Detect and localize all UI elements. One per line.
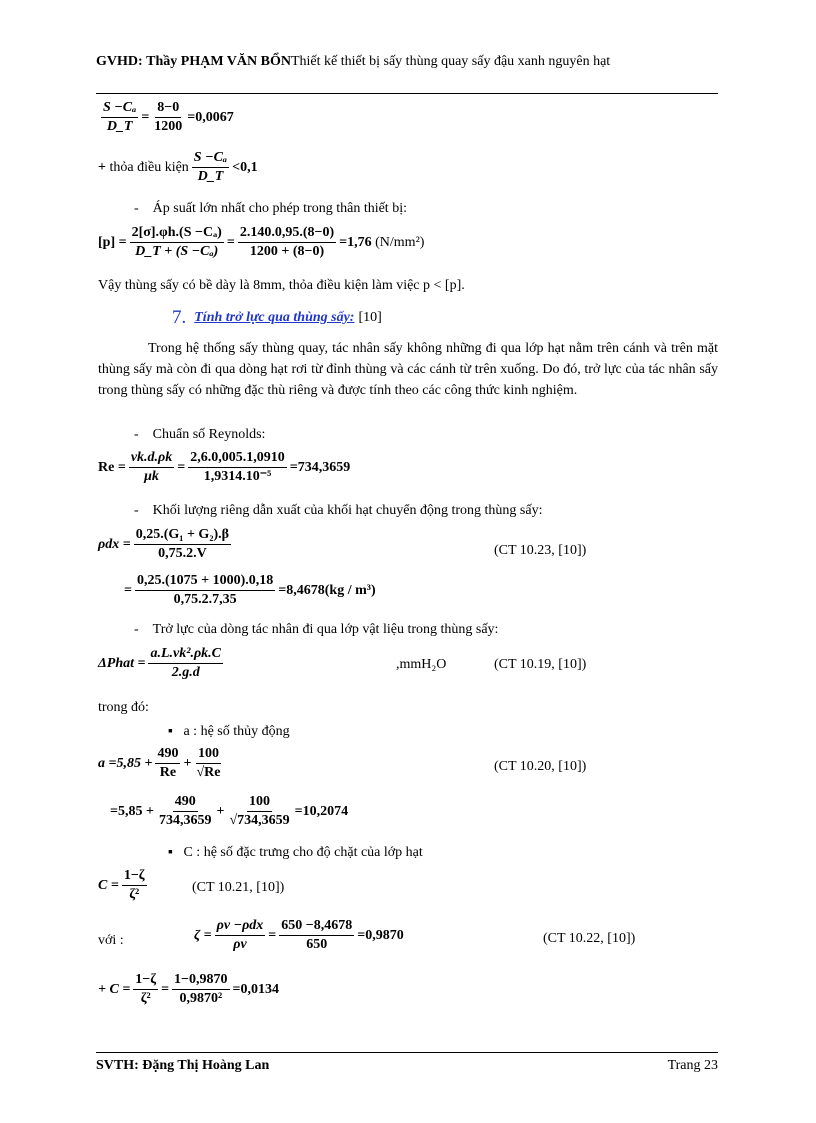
page-number: Trang 23 <box>667 1058 718 1073</box>
equation-a: a =5,85 + $\frac{490}{Re}$ + $\frac{100}{√Re}$ <box>98 746 221 780</box>
gvhd-label: GVHD: <box>96 54 143 69</box>
equation-c: C = $\frac{1-\zeta}{\text{ζ²}}$ <box>98 868 145 902</box>
equation-density-value: = $\frac{0,25.(1075 + 1000).0,18}{0,75.2.7,35}$ =8,4678(kg / m³) <box>124 573 376 607</box>
svth-author: SVTH: Đặng Thị Hoàng Lan <box>96 1058 270 1073</box>
resistance-unit: ,mmH₂O <box>396 657 447 672</box>
bullet-a: ▪ a : hệ số thủy động <box>168 724 290 739</box>
equation-density: ρdx = $\frac{\text{0,25.(G₁ + G₂).β}}{0,75.2.V}$ <box>98 527 230 561</box>
condition-line: + thỏa điều kiện $\frac{\text{S −Cₐ}}{D\_T}$ <0,1 <box>98 150 258 184</box>
header-rule <box>96 93 718 94</box>
resistance-intro: - Trở lực của dòng tác nhân đi qua lớp vật liệu trong thùng sấy: <box>134 622 499 637</box>
conclusion: Vậy thùng sấy có bề dày là 8mm, thỏa điều kiện làm việc p < [p]. <box>98 278 465 293</box>
where-label: trong đó: <box>98 700 149 715</box>
equation-a-value: =5,85 + $\frac{490}{734,3659}$ + $\frac{100}{√734,3659}$ =10,2074 <box>110 794 349 828</box>
ref-ct-10-21: (CT 10.21, [10]) <box>192 880 285 895</box>
equation-zeta: ζ = $\frac{\text{ρv −ρdx}}{\rho v}$ = $\frac{650 -8,4678}{650}$ =0,9870 <box>194 918 404 952</box>
density-intro: - Khối lượng riêng dẫn xuất của khối hạt chuyển động trong thùng sấy: <box>134 503 543 518</box>
footer-rule <box>96 1052 718 1053</box>
ref-ct-10-19: (CT 10.19, [10]) <box>494 657 587 672</box>
equation-c-value: + C = $\frac{1-\zeta}{\text{ζ²}}$ = $\frac{1-0,9870}{\text{0,9870²}}$ =0,0134 <box>98 972 280 1006</box>
ref-ct-10-20: (CT 10.20, [10]) <box>494 759 587 774</box>
ref-ct-10-23: (CT 10.23, [10]) <box>494 543 587 558</box>
reynolds-intro: - Chuẩn số Reynolds: <box>134 427 266 442</box>
equation-pressure: [p] = $\frac{\text{2[σ].φh.(S −Cₐ)}}{\text{D\_T + (S −Cₐ)}}$ = $\frac{2.140.0,95.(8-0)}{1200 + (8-0)}$ =1,76 (N/mm²) <box>98 225 425 259</box>
section-heading: 7. Tính trở lực qua thùng sấy: [10] <box>172 307 382 328</box>
equation-ratio: $\frac{\text{S −Cₐ}}{D\_T}$ = $\frac{8-0}{1200}$ =0,0067 <box>103 100 234 134</box>
page-header <box>96 52 718 72</box>
ref-ct-10-22: (CT 10.22, [10]) <box>543 931 636 946</box>
pressure-intro: - Áp suất lớn nhất cho phép trong thân thiết bị: <box>134 201 407 216</box>
body-paragraph: Trong hệ thống sấy thùng quay, tác nhân sấy không những đi qua lớp hạt nằm trên cánh và trên mặt thùng sấy mà còn đi qua dòng hạt rơi từ đỉnh thùng và các cánh từ trên xuống. Do đó, trở lực của tác nhân sấy trong thùng sấy có những đặc thù riêng và được tính theo các công thức kinh nghiệm. <box>98 341 718 398</box>
gvhd-name: Thầy PHẠM VĂN BỔN <box>146 54 291 69</box>
document-title: Thiết kế thiết bị sấy thùng quay sấy đậu xanh nguyên hạt <box>290 54 611 69</box>
with-label: với : <box>98 933 124 948</box>
page-footer <box>96 1058 718 1074</box>
bullet-c: ▪ C : hệ số đặc trưng cho độ chặt của lớp hạt <box>168 845 423 860</box>
equation-reynolds: Re = $\frac{vk.d.\rho k}{\mu k}$ = $\frac{2,6.0,005.1,0910}{\text{1,9314.10⁻⁵}}$ =734,3659 <box>98 450 351 484</box>
equation-resistance: ΔPhat = $\frac{\text{a.L.vk².ρk.C}}{2.g.d}$ <box>98 646 221 680</box>
